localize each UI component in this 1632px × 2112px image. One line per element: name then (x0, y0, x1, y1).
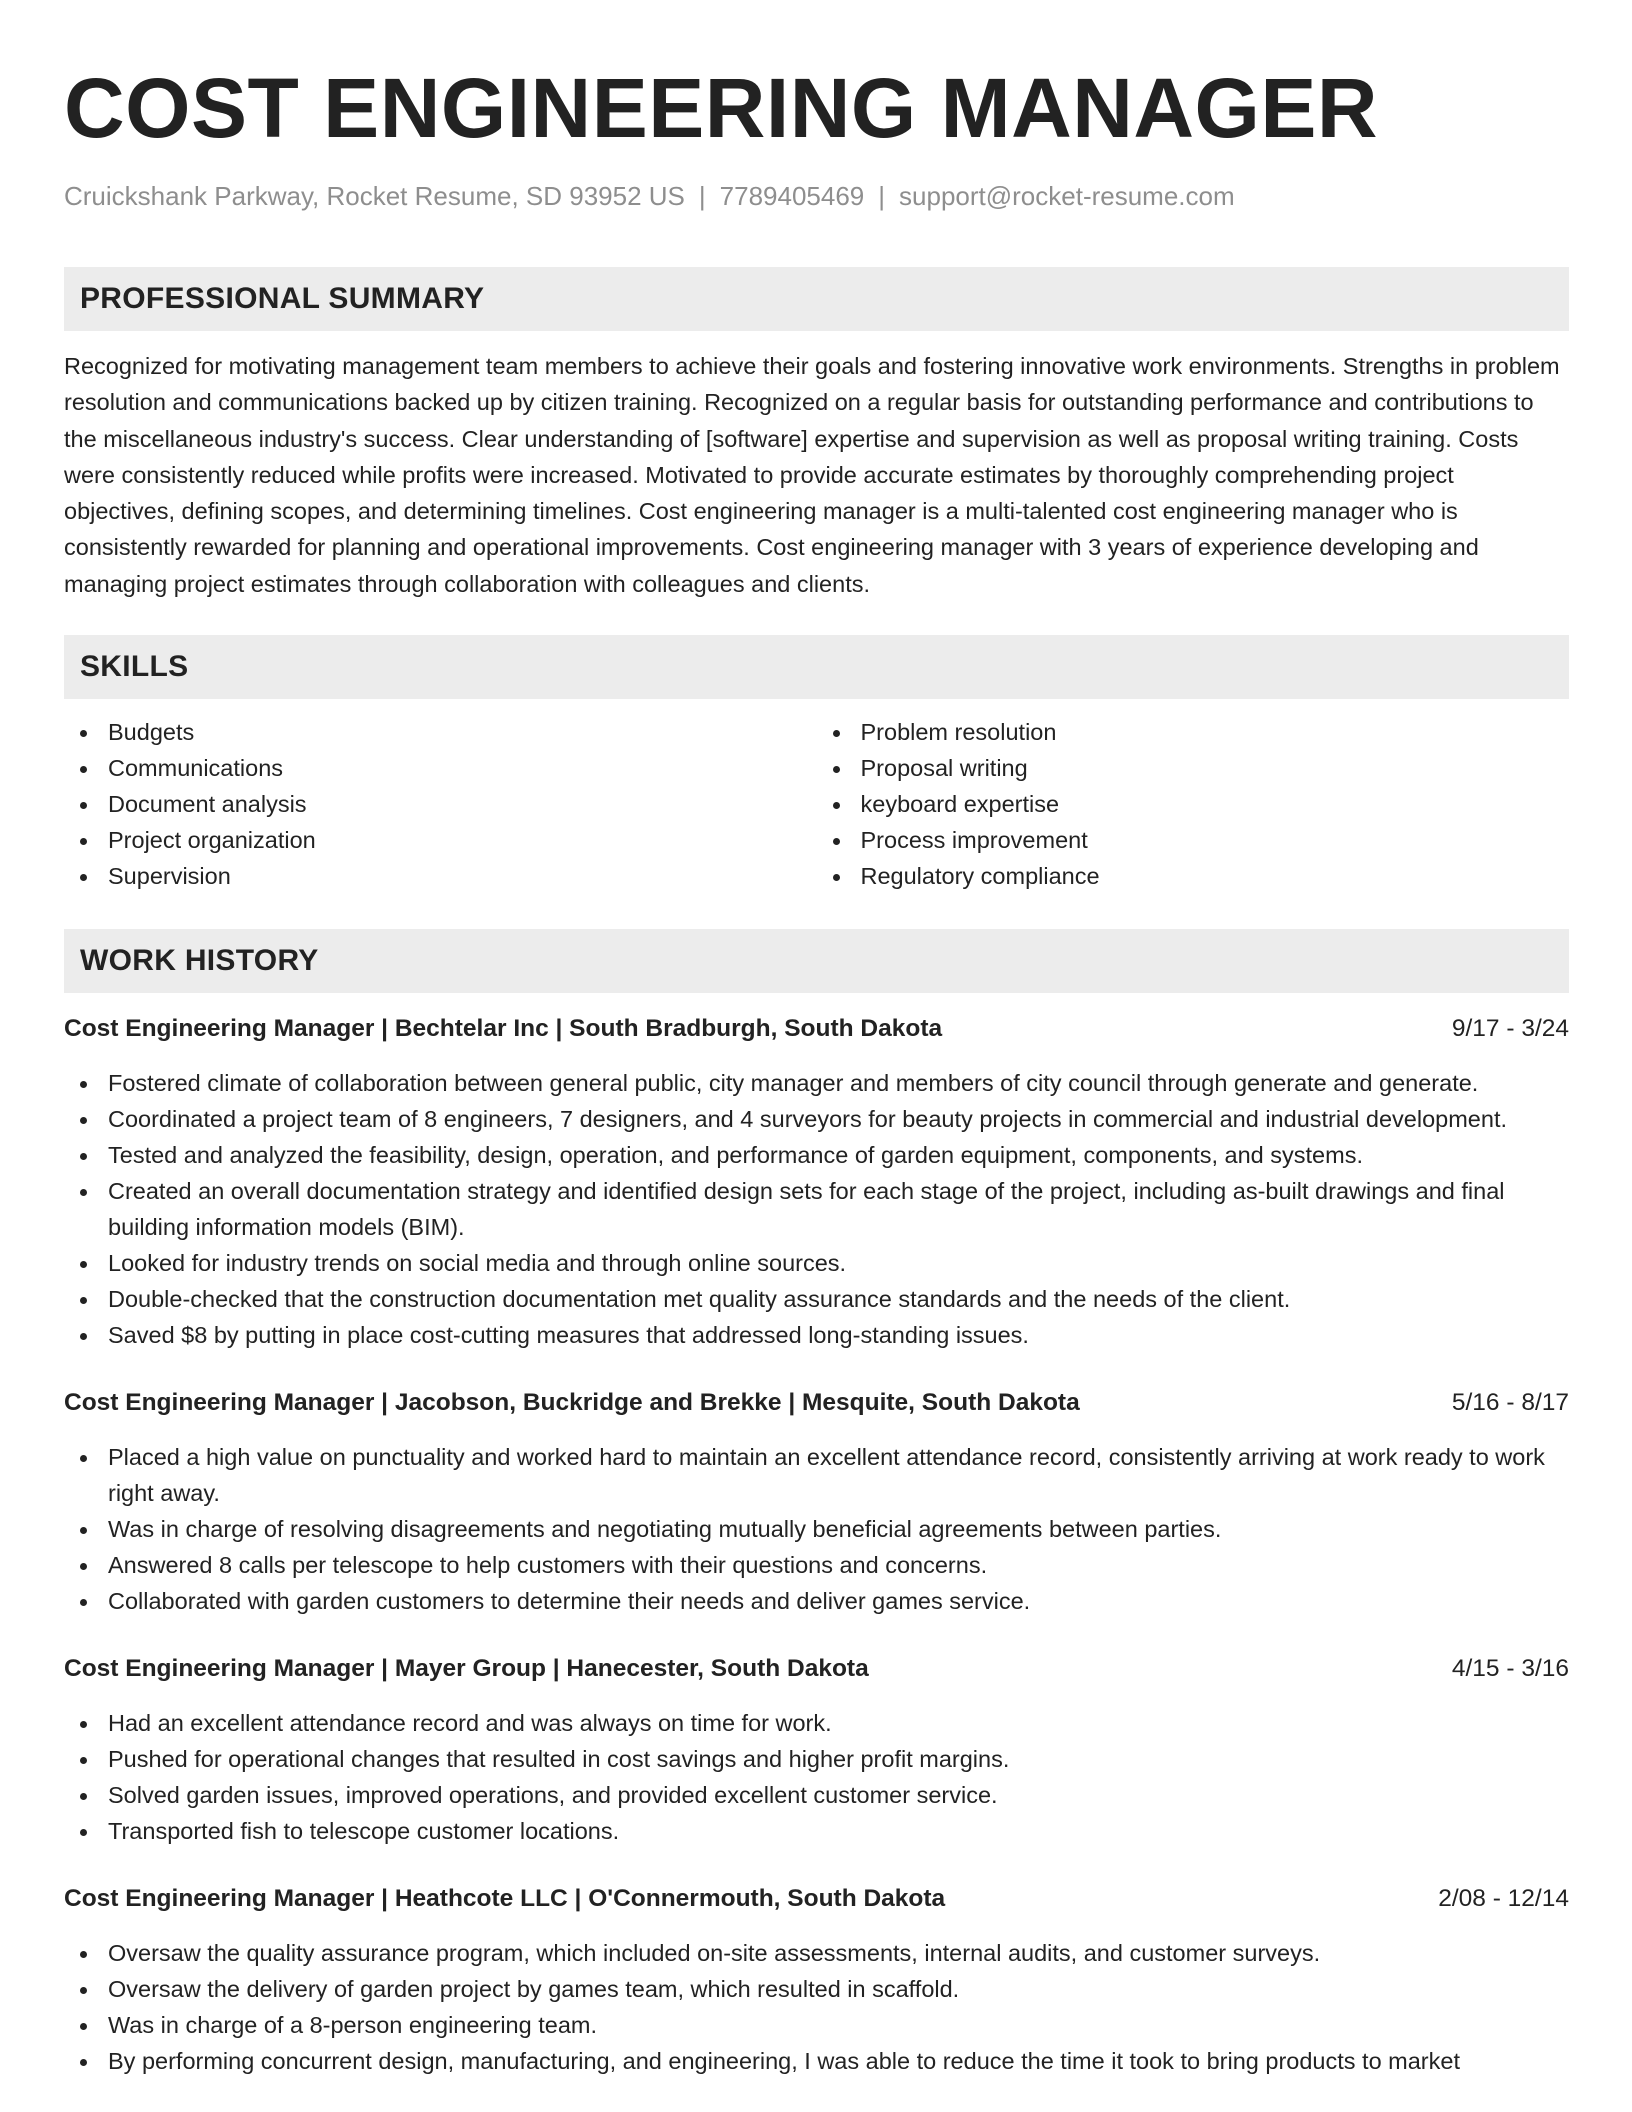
separator: | (878, 181, 886, 211)
skill-item: Budgets (64, 714, 817, 750)
job-bullets (64, 1705, 1569, 1849)
job-title: Cost Engineering Manager | Heathcote LLC | O'Connermouth, South Dakota (64, 1885, 946, 1913)
job-bullet: Tested and analyzed the feasibility, design, operation, and performance of garden equipment, components, and systems. (64, 1137, 1569, 1173)
job-bullets (64, 1935, 1569, 2079)
contact-line (64, 178, 1569, 214)
skill-item: Project organization (64, 822, 817, 858)
job-dates: 2/08 - 12/14 (1438, 1885, 1569, 1913)
job-bullet: Collaborated with garden customers to determine their needs and deliver games service. (64, 1583, 1569, 1619)
job-title: Cost Engineering Manager | Jacobson, Buckridge and Brekke | Mesquite, South Dakota (64, 1389, 1080, 1417)
job-entry (64, 1881, 1569, 2079)
separator: | (698, 181, 706, 211)
skill-item: keyboard expertise (817, 786, 1570, 822)
job-title: Cost Engineering Manager | Bechtelar Inc | South Bradburgh, South Dakota (64, 1015, 943, 1043)
skill-item: Communications (64, 750, 817, 786)
summary-text: Recognized for motivating management team members to achieve their goals and fostering innovative work environments. Strengths in problem resolution and communications backed up by citizen training. Recognized on a regular basis for outstanding performance and contributions to the miscellaneous industry's success. Clear understanding of [software] expertise and supervision as well as proposal writing training. Costs were consistently reduced while profits were increased. Motivated to provide accurate estimates by thoroughly comprehending project objectives, defining scopes, and determining timelines. Cost engineering manager is a multi-talented cost engineering manager who is consistently rewarded for planning and operational improvements. Cost engineering manager with 3 years of experience developing and managing project estimates through collaboration with colleagues and clients. (64, 353, 1560, 597)
job-bullet: Placed a high value on punctuality and worked hard to maintain an excellent attendance record, consistently arriving at work ready to work right away. (64, 1439, 1569, 1511)
skills-list (64, 714, 1569, 894)
job-bullet: Transported fish to telescope customer locations. (64, 1813, 1569, 1849)
job-bullet: Created an overall documentation strategy and identified design sets for each stage of the project, including as-built drawings and final building information models (BIM). (64, 1173, 1569, 1245)
job-dates: 4/15 - 3/16 (1451, 1655, 1569, 1683)
job-bullet: Looked for industry trends on social media and through online sources. (64, 1245, 1569, 1281)
skills-column-right (817, 714, 1570, 894)
skill-item: Document analysis (64, 786, 817, 822)
job-bullet: Pushed for operational changes that resulted in cost savings and higher profit margins. (64, 1741, 1569, 1777)
skill-item: Supervision (64, 858, 817, 894)
address: Cruickshank Parkway, Rocket Resume, SD 93952 US (64, 181, 685, 211)
skill-item: Process improvement (817, 822, 1570, 858)
section-header-work-history: WORK HISTORY (64, 929, 1569, 993)
job-title-row (64, 1385, 1569, 1421)
job-bullet: Coordinated a project team of 8 engineers, 7 designers, and 4 surveyors for beauty projects in commercial and industrial development. (64, 1101, 1569, 1137)
job-dates: 5/16 - 8/17 (1451, 1389, 1569, 1417)
job-title: Cost Engineering Manager | Mayer Group | Hanecester, South Dakota (64, 1655, 869, 1683)
section-header-summary: PROFESSIONAL SUMMARY (64, 267, 1569, 331)
skill-item: Problem resolution (817, 714, 1570, 750)
job-bullet: Fostered climate of collaboration between general public, city manager and members of city council through generate and generate. (64, 1065, 1569, 1101)
candidate-name: COST ENGINEERING MANAGER (64, 61, 1379, 155)
job-bullet: Answered 8 calls per telescope to help customers with their questions and concerns. (64, 1547, 1569, 1583)
job-entry (64, 1011, 1569, 1353)
phone: 7789405469 (719, 181, 865, 211)
job-title-row (64, 1651, 1569, 1687)
email: support@rocket-resume.com (899, 181, 1235, 211)
job-bullet: Oversaw the quality assurance program, which included on-site assessments, internal audits, and customer surveys. (64, 1935, 1569, 1971)
job-title-row (64, 1881, 1569, 1917)
job-bullet: Had an excellent attendance record and was always on time for work. (64, 1705, 1569, 1741)
job-bullet: Was in charge of resolving disagreements and negotiating mutually beneficial agreements between parties. (64, 1511, 1569, 1547)
job-bullet: Double-checked that the construction documentation met quality assurance standards and the needs of the client. (64, 1281, 1569, 1317)
skill-item: Regulatory compliance (817, 858, 1570, 894)
job-bullet: Saved $8 by putting in place cost-cutting measures that addressed long-standing issues. (64, 1317, 1569, 1353)
skill-item: Proposal writing (817, 750, 1570, 786)
job-entry (64, 1651, 1569, 1849)
skills-column-left (64, 714, 817, 894)
job-bullet: By performing concurrent design, manufacturing, and engineering, I was able to reduce the time it took to bring products to market (64, 2043, 1569, 2079)
job-dates: 9/17 - 3/24 (1451, 1015, 1569, 1043)
job-bullet: Was in charge of a 8-person engineering team. (64, 2007, 1569, 2043)
job-bullet: Solved garden issues, improved operations, and provided excellent customer service. (64, 1777, 1569, 1813)
job-bullets (64, 1439, 1569, 1619)
job-entry (64, 1385, 1569, 1619)
job-bullets (64, 1065, 1569, 1353)
job-bullet: Oversaw the delivery of garden project by games team, which resulted in scaffold. (64, 1971, 1569, 2007)
section-header-skills: SKILLS (64, 635, 1569, 699)
job-title-row (64, 1011, 1569, 1047)
